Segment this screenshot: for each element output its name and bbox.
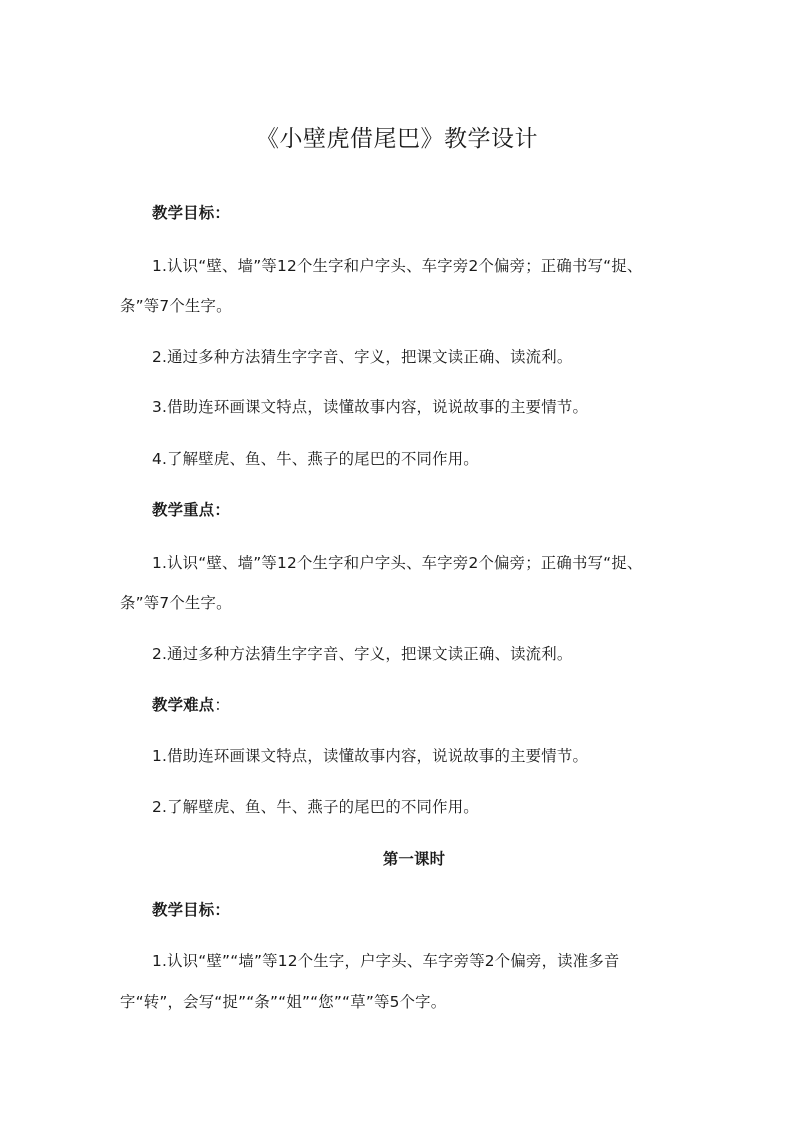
key-points-heading: 教学重点： — [152, 501, 230, 519]
goals-item-2: 2.通过多种方法猜生字字音、字义，把课文读正确、读流利。 — [152, 348, 573, 366]
goals-heading: 教学目标： — [152, 204, 230, 222]
goals-item-4: 4.了解壁虎、鱼、牛、燕子的尾巴的不同作用。 — [152, 450, 479, 468]
difficulties-item-1: 1.借助连环画课文特点，读懂故事内容，说说故事的主要情节。 — [152, 747, 589, 765]
difficulties-heading-colon: ： — [214, 696, 230, 714]
goals-item-1-line-1: 1.认识“壁、墙”等12个生字和户字头、车字旁2个偏旁；正确书写“捉、 — [152, 257, 643, 275]
goals-item-3: 3.借助连环画课文特点，读懂故事内容，说说故事的主要情节。 — [152, 398, 589, 416]
key-points-item-2: 2.通过多种方法猜生字字音、字义，把课文读正确、读流利。 — [152, 645, 573, 663]
key-points-item-1-line-1: 1.认识“壁、墙”等12个生字和户字头、车字旁2个偏旁；正确书写“捉、 — [152, 554, 643, 572]
document-title: 《小壁虎借尾巴》教学设计 — [256, 126, 538, 152]
difficulties-heading-label: 教学难点 — [152, 696, 215, 714]
lesson-1-item-1-line-1: 1.认识“壁”“墙”等12个生字，户字头、车字旁等2个偏旁，读准多音 — [152, 952, 620, 970]
lesson-1-item-1-line-2: 字“转”，会写“捉”“条”“姐”“您”“草”等5个字。 — [120, 993, 447, 1011]
key-points-item-1-line-2: 条”等7个生字。 — [120, 594, 232, 612]
lesson-1-goals-heading: 教学目标： — [152, 901, 230, 919]
difficulties-item-2: 2.了解壁虎、鱼、牛、燕子的尾巴的不同作用。 — [152, 798, 479, 816]
lesson-1-heading: 第一课时 — [382, 850, 446, 868]
difficulties-heading — [152, 694, 692, 716]
goals-item-1-line-2: 条”等7个生字。 — [120, 297, 232, 315]
